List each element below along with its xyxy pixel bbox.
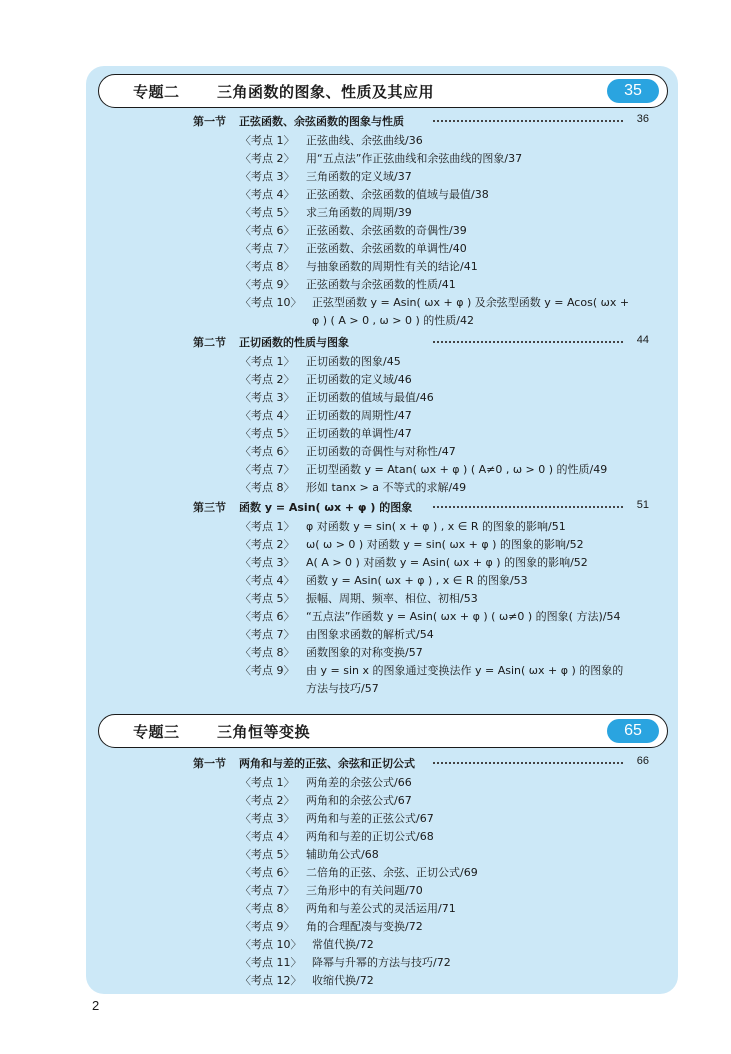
entry-label: 〈考点 1〉 (240, 355, 295, 368)
topic-title: 三角函数的图象、性质及其应用 (217, 83, 435, 101)
entry-label: 〈考点 5〉 (240, 848, 295, 861)
entry-text: 正弦曲线、余弦曲线/36 (306, 134, 423, 147)
toc-entry[interactable] (240, 607, 640, 625)
toc-entry[interactable] (240, 275, 640, 293)
entry-text: 正弦函数、余弦函数的单调性/40 (306, 242, 467, 255)
entry-text: 角的合理配凑与变换/72 (306, 920, 423, 933)
section-title: 正弦函数、余弦函数的图象与性质 (239, 113, 408, 129)
entry-text: 形如 tanx > a 不等式的求解/49 (306, 481, 467, 494)
entry-label: 〈考点 7〉 (240, 242, 295, 255)
toc-entry[interactable] (240, 643, 640, 661)
section-page: 36 (636, 113, 649, 125)
entry-text-continuation: φ ) ( A > 0 , ω > 0 ) 的性质/42 (312, 314, 474, 327)
entry-label: 〈考点 7〉 (240, 884, 295, 897)
entry-label: 〈考点 1〉 (240, 520, 295, 533)
entry-text: 正弦函数、余弦函数的奇偶性/39 (306, 224, 467, 237)
entry-text: 两角和与差的正弦公式/67 (306, 812, 434, 825)
entry-label: 〈考点 5〉 (240, 592, 295, 605)
toc-entry[interactable] (240, 442, 640, 460)
entry-text: 辅助角公式/68 (306, 848, 379, 861)
entry-text: 正弦函数与余弦函数的性质/41 (306, 278, 456, 291)
entry-label: 〈考点 3〉 (240, 170, 295, 183)
entry-label: 〈考点 4〉 (240, 830, 295, 843)
entry-text: 正切函数的值域与最值/46 (306, 391, 434, 404)
toc-entry[interactable] (240, 221, 640, 239)
toc-entry[interactable] (240, 406, 640, 424)
toc-entry[interactable] (240, 661, 640, 679)
entry-text: 正切函数的定义域/46 (306, 373, 412, 386)
toc-entry[interactable] (240, 863, 640, 881)
section-label: 第一节 (193, 115, 226, 128)
entry-label: 〈考点 8〉 (240, 902, 295, 915)
entry-text: A( A > 0 ) 对函数 y = Asin( ωx + φ ) 的图象的影响/52 (306, 556, 588, 569)
toc-entry[interactable] (240, 388, 640, 406)
entry-text: 求三角函数的周期/39 (306, 206, 412, 219)
toc-entry[interactable] (240, 293, 640, 311)
entry-label: 〈考点 10〉 (240, 938, 302, 951)
toc-entry[interactable] (240, 535, 640, 553)
entry-label: 〈考点 8〉 (240, 260, 295, 273)
toc-entry[interactable] (240, 203, 640, 221)
entry-label: 〈考点 9〉 (240, 664, 295, 677)
toc-entry[interactable] (240, 791, 640, 809)
entry-label: 〈考点 1〉 (240, 134, 295, 147)
toc-entry[interactable] (240, 827, 640, 845)
toc-entry[interactable] (240, 571, 640, 589)
leader-dots (433, 762, 623, 764)
entry-text: 用“五点法”作正弦曲线和余弦曲线的图象/37 (306, 152, 523, 165)
entry-label: 〈考点 6〉 (240, 445, 295, 458)
toc-entry[interactable] (240, 131, 640, 149)
entry-label: 〈考点 9〉 (240, 278, 295, 291)
section-title: 两角和与差的正弦、余弦和正切公式 (239, 755, 419, 771)
toc-entry[interactable] (240, 149, 640, 167)
section-heading[interactable] (193, 112, 649, 130)
toc-entry[interactable] (240, 809, 640, 827)
entry-text: 正弦函数、余弦函数的值域与最值/38 (306, 188, 489, 201)
entry-text: φ 对函数 y = sin( x + φ ) , x ∈ R 的图象的影响/51 (306, 520, 566, 533)
topic-page-badge: 35 (607, 79, 659, 103)
page-number: 2 (92, 998, 100, 1013)
topic-label: 专题二 (133, 83, 180, 101)
topic-banner-2[interactable] (98, 74, 668, 108)
entry-label: 〈考点 9〉 (240, 920, 295, 933)
entry-text: 由 y = sin x 的图象通过变换法作 y = Asin( ωx + φ ) 的图象的 (306, 664, 624, 677)
entry-text: 两角和的余弦公式/67 (306, 794, 412, 807)
entry-label: 〈考点 4〉 (240, 409, 295, 422)
section-label: 第一节 (193, 757, 226, 770)
entry-text: 正切函数的周期性/47 (306, 409, 412, 422)
entry-label: 〈考点 6〉 (240, 224, 295, 237)
toc-entry[interactable] (240, 589, 640, 607)
entry-text: 收缩代换/72 (312, 974, 374, 987)
toc-entry[interactable] (240, 185, 640, 203)
topic-banner-3[interactable] (98, 714, 668, 748)
entry-label: 〈考点 3〉 (240, 391, 295, 404)
entry-text: 正切型函数 y = Atan( ωx + φ ) ( A≠0 , ω > 0 ) 的性质/49 (306, 463, 608, 476)
entry-text: 三角形中的有关问题/70 (306, 884, 423, 897)
topic-label: 专题三 (133, 723, 180, 741)
entry-label: 〈考点 12〉 (240, 974, 302, 987)
topic-title: 三角恒等变换 (217, 723, 311, 741)
entry-label: 〈考点 11〉 (240, 956, 302, 969)
toc-entry[interactable] (240, 971, 640, 989)
entry-text: 降幂与升幂的方法与技巧/72 (312, 956, 451, 969)
toc-entry[interactable] (240, 167, 640, 185)
entry-label: 〈考点 8〉 (240, 646, 295, 659)
toc-entry[interactable] (240, 625, 640, 643)
entry-label: 〈考点 5〉 (240, 427, 295, 440)
toc-entry[interactable] (240, 881, 640, 899)
entry-text: “五点法”作函数 y = Asin( ωx + φ ) ( ω≠0 ) 的图象( 方法)/54 (306, 610, 621, 623)
section-page: 44 (636, 334, 649, 346)
section-label: 第三节 (193, 501, 226, 514)
entry-text: 两角差的余弦公式/66 (306, 776, 412, 789)
entry-label: 〈考点 2〉 (240, 794, 295, 807)
section-heading[interactable] (193, 498, 649, 516)
toc-entry[interactable] (240, 460, 640, 478)
entry-label: 〈考点 6〉 (240, 866, 295, 879)
entry-label: 〈考点 5〉 (240, 206, 295, 219)
toc-entry[interactable] (240, 553, 640, 571)
entry-text-continuation: 方法与技巧/57 (306, 682, 379, 695)
entry-label: 〈考点 7〉 (240, 463, 295, 476)
entry-text: 正切函数的单调性/47 (306, 427, 412, 440)
toc-entry[interactable] (240, 899, 640, 917)
section-page: 51 (636, 499, 649, 511)
entry-text: 二倍角的正弦、余弦、正切公式/69 (306, 866, 478, 879)
section-heading[interactable] (193, 333, 649, 351)
entry-text: 三角函数的定义域/37 (306, 170, 412, 183)
toc-entry[interactable] (240, 517, 640, 535)
entry-text: 常值代换/72 (312, 938, 374, 951)
entry-text: 函数 y = Asin( ωx + φ ) , x ∈ R 的图象/53 (306, 574, 528, 587)
toc-entry[interactable] (240, 352, 640, 370)
entry-label: 〈考点 7〉 (240, 628, 295, 641)
toc-entry[interactable] (240, 257, 640, 275)
entry-label: 〈考点 6〉 (240, 610, 295, 623)
entry-text: 正切函数的奇偶性与对称性/47 (306, 445, 456, 458)
entry-label: 〈考点 8〉 (240, 481, 295, 494)
entry-text: 函数图象的对称变换/57 (306, 646, 423, 659)
toc-entry[interactable] (240, 773, 640, 791)
entry-label: 〈考点 1〉 (240, 776, 295, 789)
entry-label: 〈考点 4〉 (240, 574, 295, 587)
section-title: 正切函数的性质与图象 (239, 334, 353, 350)
entry-label: 〈考点 3〉 (240, 812, 295, 825)
entry-label: 〈考点 2〉 (240, 538, 295, 551)
entry-text: 正弦型函数 y = Asin( ωx + φ ) 及余弦型函数 y = Acos( ωx + (312, 296, 630, 309)
toc-entry[interactable] (240, 424, 640, 442)
entry-text: 两角和与差公式的灵活运用/71 (306, 902, 456, 915)
entry-text: 由图象求函数的解析式/54 (306, 628, 434, 641)
toc-entry[interactable] (240, 478, 640, 496)
entry-label: 〈考点 4〉 (240, 188, 295, 201)
toc-entry[interactable] (240, 953, 640, 971)
entry-text: 两角和与差的正切公式/68 (306, 830, 434, 843)
entry-text: 正切函数的图象/45 (306, 355, 401, 368)
section-label: 第二节 (193, 336, 226, 349)
leader-dots (433, 341, 623, 343)
leader-dots (433, 506, 623, 508)
toc-entry[interactable] (240, 370, 640, 388)
toc-entry[interactable] (240, 917, 640, 935)
topic-page-badge: 65 (607, 719, 659, 743)
leader-dots (433, 120, 623, 122)
toc-entry[interactable] (240, 935, 640, 953)
toc-entry[interactable] (240, 239, 640, 257)
entry-text: ω( ω > 0 ) 对函数 y = sin( ωx + φ ) 的图象的影响/52 (306, 538, 584, 551)
entry-label: 〈考点 2〉 (240, 152, 295, 165)
toc-entry[interactable] (240, 845, 640, 863)
entry-text: 与抽象函数的周期性有关的结论/41 (306, 260, 478, 273)
entry-text: 振幅、周期、频率、相位、初相/53 (306, 592, 478, 605)
entry-label: 〈考点 3〉 (240, 556, 295, 569)
entry-label: 〈考点 10〉 (240, 296, 302, 309)
section-title: 函数 y = Asin( ωx + φ ) 的图象 (239, 499, 416, 515)
section-page: 66 (636, 755, 649, 767)
section-heading[interactable] (193, 754, 649, 772)
entry-label: 〈考点 2〉 (240, 373, 295, 386)
